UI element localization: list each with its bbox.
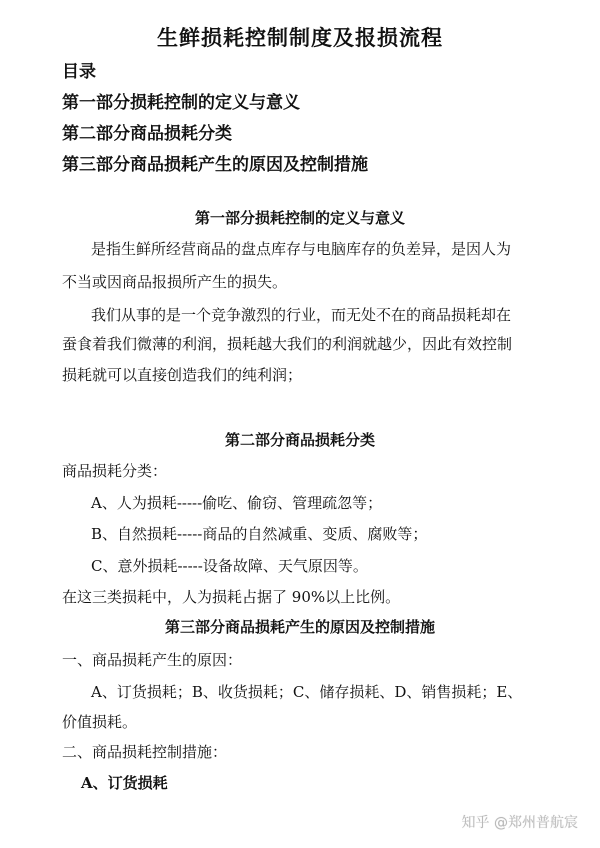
- toc-item-2: 第二部分商品损耗分类: [62, 124, 232, 144]
- part2-summary: 在这三类损耗中，人为损耗占据了 90%以上比例。: [62, 588, 401, 606]
- part3-measure-a: A、订货损耗: [81, 774, 168, 792]
- part3-cause-heading: 一、商品损耗产生的原因：: [62, 651, 243, 669]
- part3-measure-heading: 二、商品损耗控制措施：: [62, 743, 228, 761]
- part1-para2-line2: 蚕食着我们微薄的利润，损耗越大我们的利润就越少，因此有效控制: [62, 335, 513, 353]
- part1-para1-line1: 是指生鲜所经营商品的盘点库存与电脑库存的负差异，是因人为: [91, 240, 512, 258]
- part2-intro: 商品损耗分类：: [62, 462, 168, 480]
- part3-cause-line2: 价值损耗。: [62, 713, 138, 731]
- part3-cause-line1: A、订货损耗；B、收货损耗；C、储存损耗、D、销售损耗；E、: [91, 683, 523, 701]
- watermark: 知乎 @郑州普航宸: [461, 815, 578, 831]
- part2-heading: 第二部分商品损耗分类: [224, 431, 375, 449]
- part1-heading: 第一部分损耗控制的定义与意义: [194, 209, 405, 227]
- part2-item-b: B、自然损耗-----商品的自然减重、变质、腐败等；: [91, 525, 428, 543]
- part3-heading: 第三部分商品损耗产生的原因及控制措施: [164, 618, 435, 636]
- part2-item-a: A、人为损耗-----偷吃、偷窃、管理疏忽等；: [91, 494, 383, 512]
- part1-para2-line3: 损耗就可以直接创造我们的纯利润；: [62, 366, 303, 384]
- toc-item-3: 第三部分商品损耗产生的原因及控制措施: [62, 155, 368, 175]
- part1-para1-line2: 不当或因商品报损所产生的损失。: [62, 273, 288, 291]
- toc-item-1: 第一部分损耗控制的定义与意义: [62, 93, 300, 113]
- toc-heading: 目录: [62, 62, 96, 82]
- document-title: 生鲜损耗控制制度及报损流程: [157, 25, 443, 50]
- part2-item-c: C、意外损耗-----设备故障、天气原因等。: [91, 557, 368, 575]
- part1-para2-line1: 我们从事的是一个竞争激烈的行业，而无处不在的商品损耗却在: [91, 306, 512, 324]
